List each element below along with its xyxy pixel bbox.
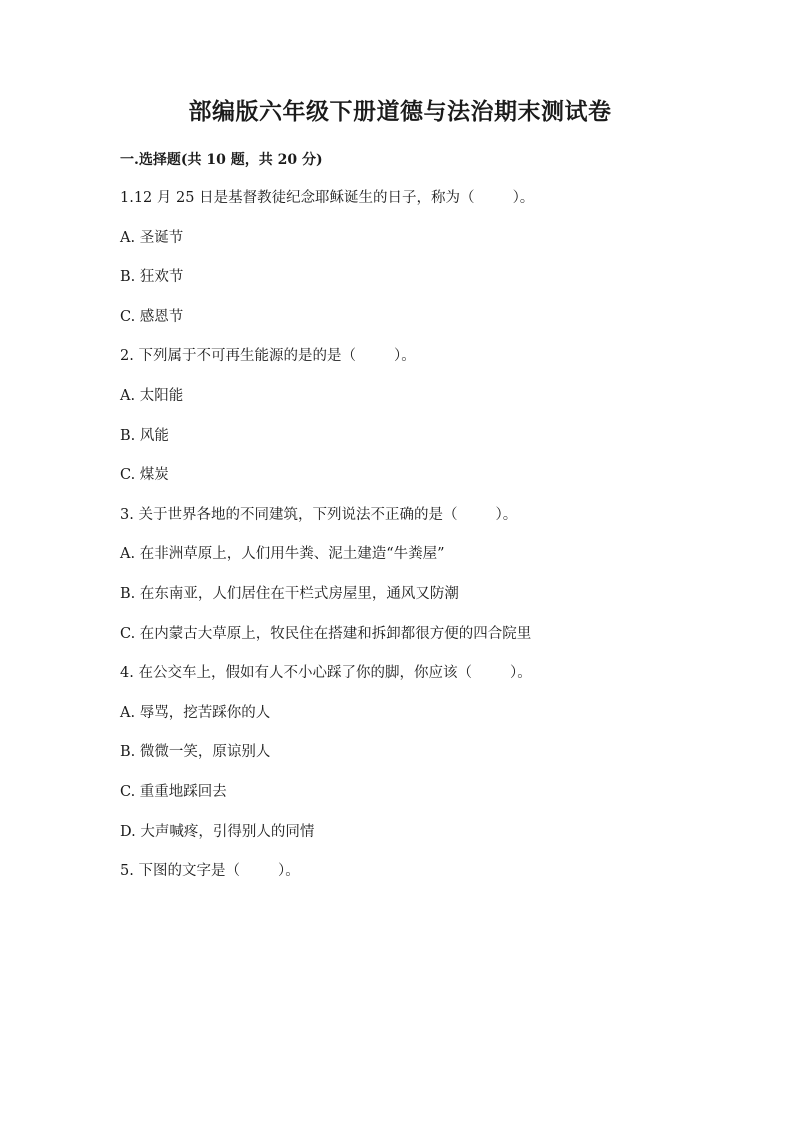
question-1-stem bbox=[120, 187, 700, 227]
question-3-stem bbox=[120, 504, 700, 544]
question-4-option-b: B. 微微一笑，原谅别人 bbox=[120, 744, 271, 761]
question-5-stem bbox=[120, 860, 700, 900]
question-stem-text: 1.12 月 25 日是基督教徒纪念耶稣诞生的日子，称为（ bbox=[120, 190, 475, 206]
question-stem-text: 5. 下图的文字是（ bbox=[120, 863, 240, 880]
page-title: 部编版六年级下册道德与法治期末测试卷 bbox=[188, 98, 612, 125]
question-2-option-c: C. 煤炭 bbox=[120, 467, 169, 484]
question-stem-text: 4. 在公交车上，假如有人不小心踩了你的脚，你应该（ bbox=[120, 665, 472, 682]
question-stem-end: ）。 bbox=[509, 665, 532, 682]
question-1-option-a: A. 圣诞节 bbox=[120, 229, 184, 246]
question-2-stem bbox=[120, 345, 700, 385]
question-1-option-b: B. 狂欢节 bbox=[120, 269, 184, 286]
question-1-option-c: C. 感恩节 bbox=[120, 308, 184, 325]
question-stem-end: ）。 bbox=[393, 348, 416, 365]
question-3-option-b: B. 在东南亚，人们居住在干栏式房屋里，通风又防潮 bbox=[120, 585, 459, 602]
question-stem-end: ）。 bbox=[512, 190, 535, 206]
question-list bbox=[120, 187, 700, 900]
question-2-option-a: A. 太阳能 bbox=[120, 387, 184, 404]
question-2-option-b: B. 风能 bbox=[120, 427, 169, 444]
question-stem-end: ）。 bbox=[495, 506, 518, 523]
question-4-option-d: D. 大声喊疼，引得别人的同情 bbox=[120, 823, 315, 840]
question-4-option-c: C. 重重地踩回去 bbox=[120, 783, 227, 800]
question-stem-text: 3. 关于世界各地的不同建筑，下列说法不正确的是（ bbox=[120, 506, 458, 523]
section-heading: 一.选择题(共 10 题，共 20 分) bbox=[120, 152, 323, 168]
question-3-option-c: C. 在内蒙古大草原上，牧民住在搭建和拆卸都很方便的四合院里 bbox=[120, 625, 532, 642]
question-3-option-a: A. 在非洲草原上，人们用牛粪、泥土建造“牛粪屋” bbox=[120, 546, 445, 563]
question-stem-text: 2. 下列属于不可再生能源的是的是（ bbox=[120, 348, 356, 365]
question-stem-end: ）。 bbox=[277, 863, 300, 880]
question-4-option-a: A. 辱骂，挖苦踩你的人 bbox=[120, 704, 271, 721]
question-4-stem bbox=[120, 662, 700, 702]
